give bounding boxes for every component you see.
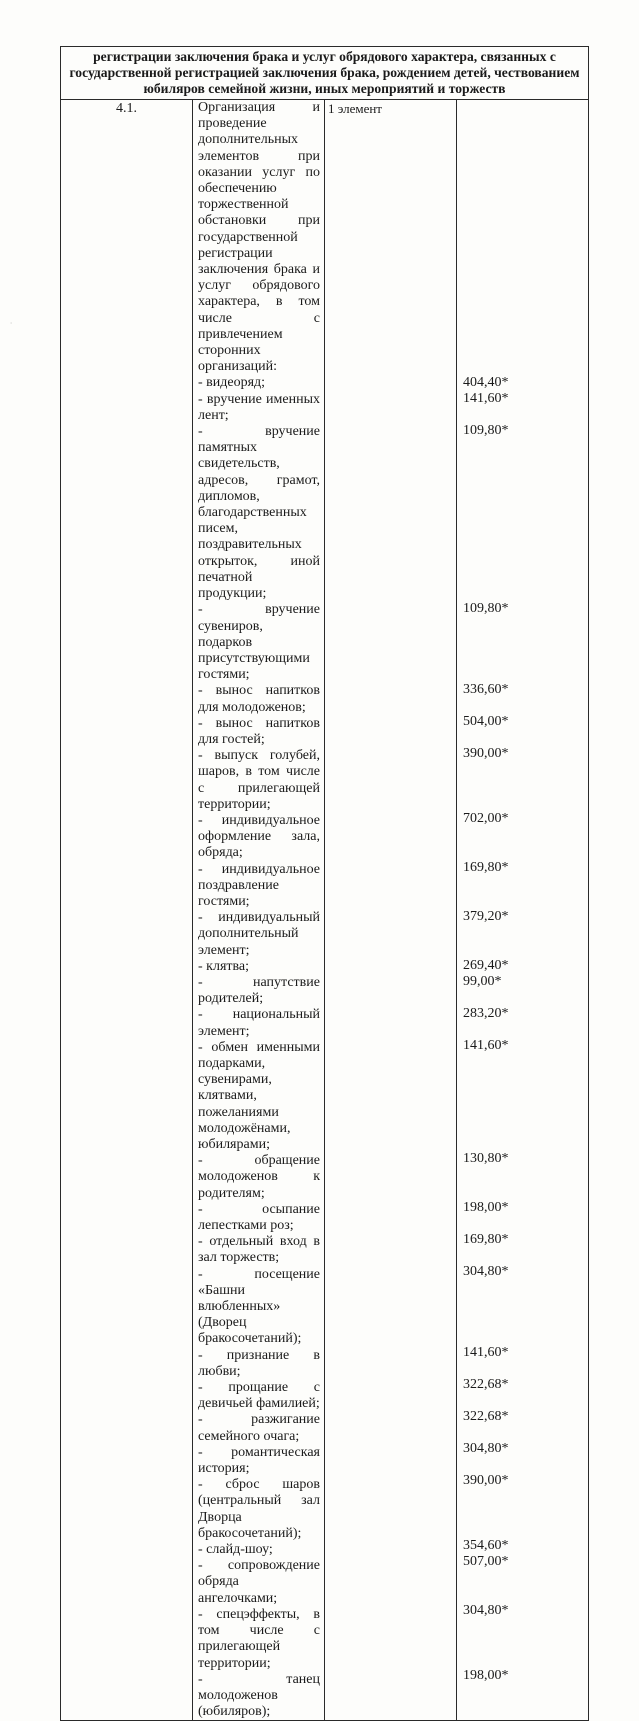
service-price: 304,80* [463, 1264, 509, 1279]
service-item: - индивидуальный дополнительный элемент; [198, 910, 320, 958]
service-price: 269,40* [463, 958, 509, 973]
service-price: 390,00* [463, 746, 509, 761]
service-item: - осыпание лепестками роз; [198, 1201, 320, 1234]
table-header-row [61, 47, 589, 100]
service-cell [193, 100, 325, 1721]
service-price: 322,68* [463, 1377, 509, 1392]
margin-mark: ∙ [10, 318, 13, 328]
service-item: - признание в любви; [198, 1347, 320, 1379]
service-price: 379,20* [463, 909, 509, 924]
service-price: 198,00* [463, 1668, 509, 1683]
service-item: - обращение молодоженов к родителям; [198, 1153, 320, 1201]
service-item: - сопровождение обряда ангелочками; [198, 1558, 320, 1606]
service-item: - индивидуальное поздравление гостями; [198, 861, 320, 909]
unit-cell: 1 элемент [325, 100, 457, 1721]
service-price: 141,60* [463, 1038, 509, 1053]
service-item: - вынос напитков для молодоженов; [198, 683, 320, 715]
service-price: 390,00* [463, 1473, 509, 1488]
service-item: - национальный элемент; [198, 1007, 320, 1039]
service-price: 130,80* [463, 1151, 509, 1166]
service-item: - вынос напитков для гостей; [198, 715, 320, 747]
service-item: - танец молодоженов (юбиляров); [198, 1671, 320, 1720]
service-item: - романтическая история; [198, 1444, 320, 1477]
service-price: 169,80* [463, 1232, 509, 1247]
service-price: 507,00* [463, 1554, 509, 1569]
document-page [60, 46, 589, 1721]
service-item: - напутствие родителей; [198, 974, 320, 1007]
service-item: - вручение сувениров, подарков присутствующими гостями; [198, 602, 320, 683]
service-price: 141,60* [463, 1345, 509, 1360]
service-price: 283,20* [463, 1006, 509, 1021]
row-number: 4.1. [61, 100, 193, 1721]
service-item: - посещение «Башни влюбленных» (Дворец бракосочетаний); [198, 1266, 320, 1347]
service-item: - индивидуальное оформление зала, обряда; [198, 812, 320, 861]
service-price: 99,00* [463, 974, 502, 989]
service-item: - сброс шаров (центральный зал Дворца бракосочетаний); [198, 1477, 320, 1541]
service-item: - вручение памятных свидетельств, адресов, грамот, дипломов, благодарственных писем, поздравительных открыток, иной печатной продукции; [198, 424, 320, 602]
service-item: - клятва; [198, 958, 250, 974]
service-item: - слайд-шоу; [198, 1542, 273, 1558]
row-description: Организация и проведение дополнительных элементов при оказании услуг по обеспечению торжественной обстановки при государственной регистрации заключения брака и услуг обрядового характера, в том числе с привлечением сторонних организаций: [198, 100, 320, 375]
service-price: 109,80* [463, 601, 509, 616]
service-price: 304,80* [463, 1441, 509, 1456]
service-item: - спецэффекты, в том числе с прилегающей территории; [198, 1606, 320, 1671]
service-price: 141,60* [463, 391, 509, 406]
service-item: - отдельный вход в зал торжеств; [198, 1234, 320, 1266]
service-price: 304,80* [463, 1603, 509, 1618]
service-price: 198,00* [463, 1200, 509, 1215]
service-item: - выпуск голубей, шаров, в том числе с прилегающей территории; [198, 748, 320, 812]
service-price: 702,00* [463, 811, 509, 826]
section-header: регистрации заключения брака и услуг обрядового характера, связанных с государственной регистрацией заключения брака, рождением детей, чествованием юбиляров семейной жизни, иных мероприятий и торжеств [61, 47, 589, 100]
tariff-table [60, 46, 589, 1721]
service-item: - видеоряд; [198, 375, 266, 391]
price-spacer [457, 100, 588, 375]
service-item: - обмен именными подарками, сувенирами, клятвами, пожеланиями молодожёнами, юбилярами; [198, 1039, 320, 1152]
service-price: 404,40* [463, 375, 509, 390]
service-item: - разжигание семейного очага; [198, 1412, 320, 1444]
service-price: 336,60* [463, 682, 509, 697]
table-row [61, 100, 589, 1721]
price-list [457, 375, 588, 1717]
service-item: - вручение именных лент; [198, 391, 320, 423]
service-item: - прощание с девичьей фамилией; [198, 1380, 320, 1412]
service-price: 504,00* [463, 714, 509, 729]
service-price: 109,80* [463, 423, 509, 438]
service-price: 354,60* [463, 1538, 509, 1553]
service-price: 169,80* [463, 860, 509, 875]
price-cell [457, 100, 589, 1721]
service-items-list [193, 375, 324, 1720]
service-price: 322,68* [463, 1409, 509, 1424]
